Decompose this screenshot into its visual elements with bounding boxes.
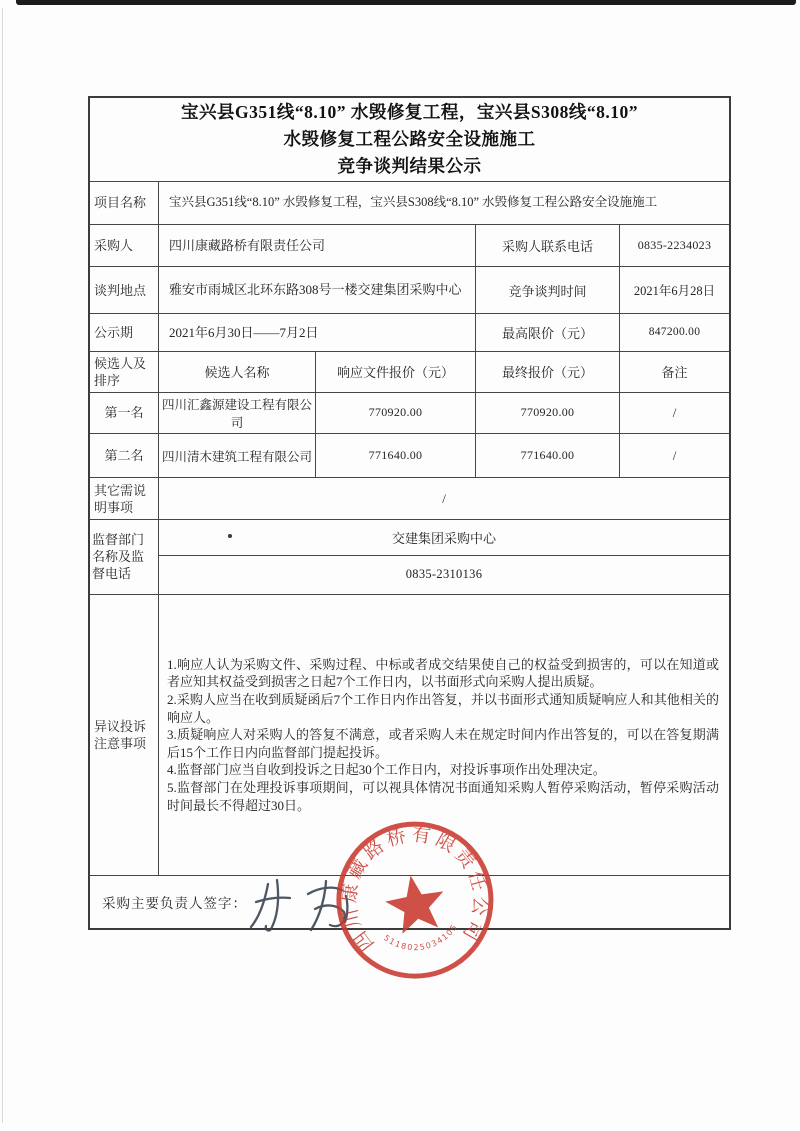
paper-edge-shadow [2,8,3,1123]
candidate-row-2 [90,433,729,477]
other-notes-label: 其它需说明事项 [94,482,147,515]
supervisor-name-value: 交建集团采购中心 [158,520,729,555]
objection-item-5: 5.监督部门在处理投诉事项期间，可以视具体情况书面通知采购人暂停采购活动，暂停采购活动时间最长不得超过30日。 [167,779,719,813]
objection-item-2: 2.采购人应当在收到质疑函后7个工作日内作出答复，并以书面形式通知质疑响应人和其他相关的响应人。 [167,691,719,725]
publicity-label: 公示期 [94,324,134,340]
title-row [90,98,729,181]
negotiation-time-value: 2021年6月28日 [619,267,729,313]
project-name-value: 宝兴县G351线“8.10” 水毁修复工程，宝兴县S308线“8.10” 水毁修复工程公路安全设施施工 [158,182,729,225]
seal-serial-number: 5118025034105 [381,921,460,953]
row-project-name [90,181,729,225]
project-name-label: 项目名称 [94,195,147,211]
purchaser-value: 四川康藏路桥有限责任公司 [158,225,475,266]
publicity-value: 2021年6月30日——7月2日 [158,314,475,351]
candidate-1-name: 四川汇鑫源建设工程有限公司 [158,393,315,434]
col-header-note: 备注 [619,352,729,392]
svg-text:5118025034105 [381,921,463,959]
row-purchaser [90,224,729,266]
row-supervisor-name [90,519,729,555]
candidate-1-final: 770920.00 [475,393,619,434]
price-cap-value: 847200.00 [619,314,729,351]
scan-edge-strip [16,0,796,5]
venue-label: 谈判地点 [94,282,147,298]
candidate-2-rank: 第二名 [104,448,144,464]
price-cap-label: 最高限价（元） [475,314,619,351]
negotiation-time-label: 竞争谈判时间 [475,267,619,313]
col-header-name: 候选人名称 [158,352,315,392]
objection-item-3: 3.质疑响应人对采购人的答复不满意，或者采购人未在规定时间内作出答复的，可以在答复期满后15个工作日内向监督部门提起投诉。 [167,727,719,760]
col-header-bid: 响应文件报价（元） [315,352,475,392]
objection-item-4: 4.监督部门应当自收到投诉之日起30个工作日内，对投诉事项作出处理决定。 [167,762,606,778]
candidates-header-row [90,351,729,392]
bullet-dot [228,534,232,538]
objection-item-1: 1.响应人认为采购文件、采购过程、中标或者成交结果使自己的权益受到损害的，可以在知道或者应知其权益受到损害之日起7个工作日内，以书面形式向采购人提出质疑。 [167,656,719,690]
supervisor-label: 监督部门名称及监督电话 [92,532,145,581]
venue-value: 雅安市雨城区北环东路308号一楼交建集团采购中心 [158,267,475,313]
row-publicity-period [90,313,729,351]
doc-title-line-2: 水毁修复工程公路安全设施施工 [283,128,536,149]
objection-label: 异议投诉注意事项 [94,718,147,751]
row-supervisor-phone [90,555,729,594]
candidate-1-rank: 第一名 [104,405,144,421]
col-header-rank: 候选人及排序 [94,355,147,388]
doc-title-line-1: 宝兴县G351线“8.10” 水毁修复工程，宝兴县S308线“8.10” [181,101,638,122]
purchaser-phone-value: 0835-2234023 [619,225,729,266]
row-negotiation-venue [90,266,729,313]
other-notes-value: / [158,478,729,519]
purchaser-label: 采购人 [94,238,134,254]
supervisor-phone-value: 0835-2310136 [158,556,729,594]
candidate-2-name: 四川清木建筑工程有限公司 [158,434,315,477]
candidate-2-bid: 771640.00 [315,434,475,477]
seal-star-icon [382,870,450,935]
candidate-2-final: 771640.00 [475,434,619,477]
col-header-final: 最终报价（元） [475,352,619,392]
row-other-notes [90,477,729,519]
signature-label: 采购主要负责人签字： [102,896,247,912]
candidate-2-note: / [619,434,729,477]
candidate-1-note: / [619,393,729,434]
company-seal [320,805,511,996]
announcement-table [88,96,731,930]
candidate-row-1 [90,392,729,434]
seal-company-name: 四川康藏路桥有限责任公司 [339,824,491,955]
doc-title-line-3: 竞争谈判结果公示 [337,155,482,176]
candidate-1-bid: 770920.00 [315,393,475,434]
purchaser-phone-label: 采购人联系电话 [475,225,619,266]
